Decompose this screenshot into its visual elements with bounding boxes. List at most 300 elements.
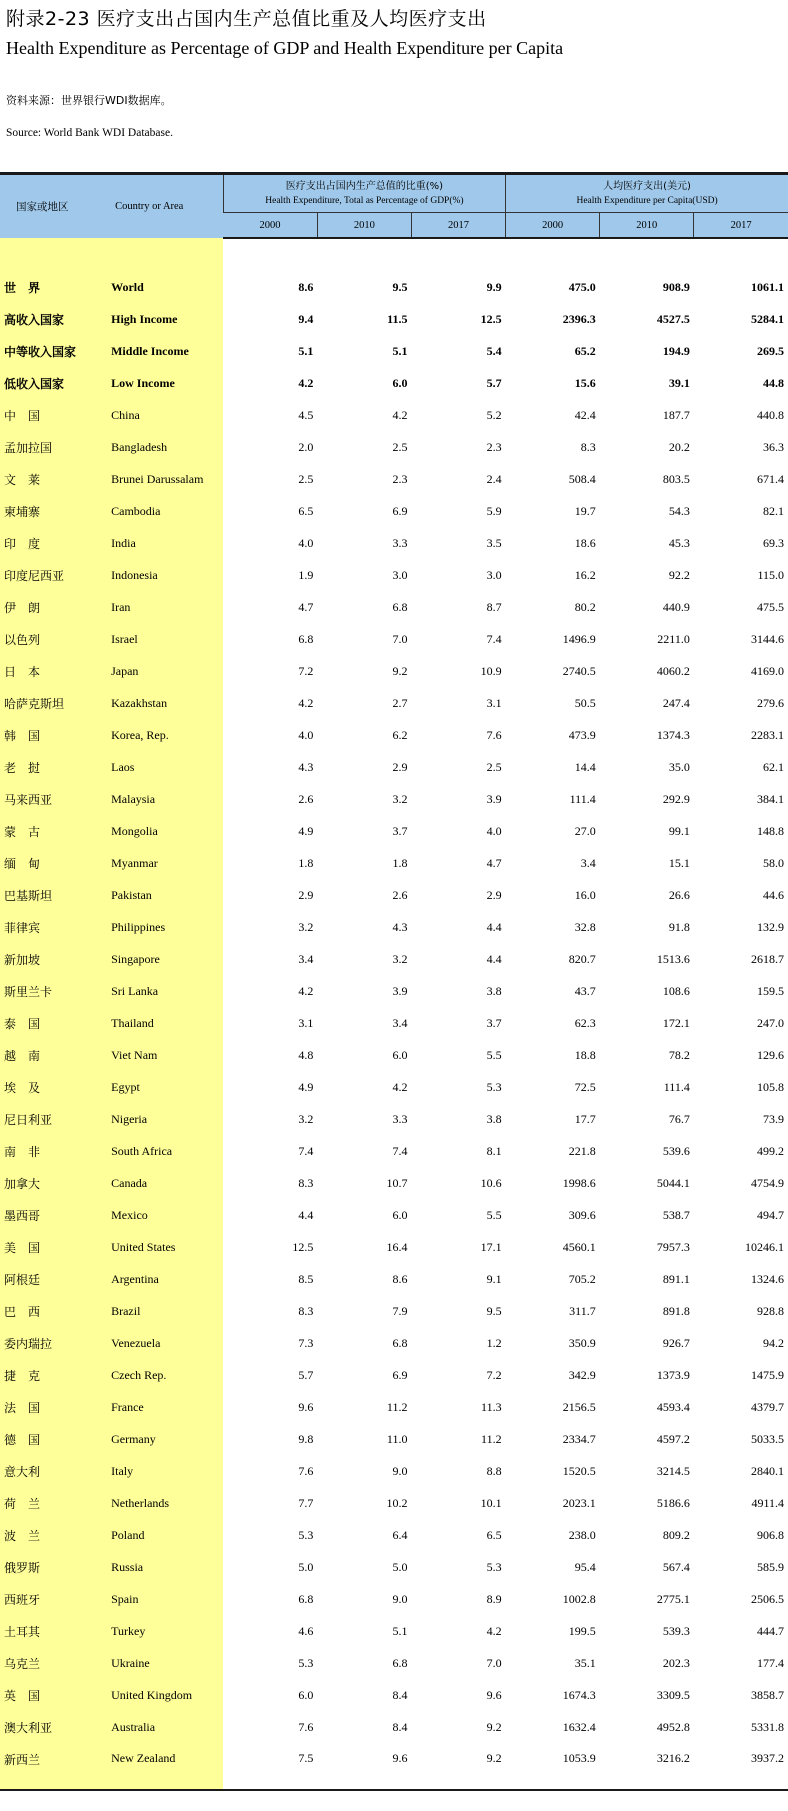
- value-cell: 444.7: [757, 1623, 784, 1638]
- value-cell: 4.2: [392, 1079, 408, 1094]
- table-body: [0, 238, 788, 1790]
- table-row: [0, 1487, 788, 1519]
- value-cell: 54.3: [668, 503, 690, 518]
- value-cell: 7.6: [486, 727, 502, 742]
- value-cell: 440.9: [662, 599, 690, 614]
- table-row: [0, 1039, 788, 1071]
- value-cell: 4.0: [486, 823, 502, 838]
- value-cell: 3.0: [486, 567, 502, 582]
- value-cell: 1.9: [298, 567, 314, 582]
- table-row: [0, 911, 788, 943]
- table-row: [0, 1167, 788, 1199]
- value-cell: 111.4: [663, 1079, 690, 1094]
- value-cell: 20.2: [668, 439, 690, 454]
- value-cell: 567.4: [662, 1559, 690, 1574]
- value-cell: 1324.6: [751, 1271, 784, 1286]
- table-row: [0, 943, 788, 975]
- table-row: [0, 1327, 788, 1359]
- value-cell: 494.7: [757, 1207, 784, 1222]
- value-cell: 3.3: [392, 535, 408, 550]
- value-cell: 6.0: [392, 1047, 408, 1062]
- table-row: [0, 431, 788, 463]
- value-cell: 5.3: [486, 1559, 502, 1574]
- country-name-cn: 意大利: [0, 1455, 95, 1487]
- value-cell: 8.1: [486, 1143, 502, 1158]
- value-cell: 202.3: [662, 1655, 690, 1670]
- value-cell: 92.2: [668, 567, 690, 582]
- country-name-en: Korea, Rep.: [95, 719, 223, 751]
- value-cell: 78.2: [668, 1047, 690, 1062]
- country-name-en: Turkey: [95, 1615, 223, 1647]
- value-cell: 4911.4: [751, 1495, 784, 1510]
- value-cell: 891.1: [662, 1271, 690, 1286]
- value-cell: 6.8: [392, 1335, 408, 1350]
- value-cell: 1513.6: [656, 951, 690, 966]
- country-name-en: Brazil: [95, 1295, 223, 1327]
- value-cell: 2.9: [392, 759, 408, 774]
- header-country-cn: 国家或地区: [0, 174, 95, 239]
- value-cell: 2.5: [392, 439, 408, 454]
- value-cell: 1373.9: [656, 1367, 690, 1382]
- value-cell: 475.5: [757, 599, 784, 614]
- header-group-per-capita: [506, 174, 788, 213]
- value-cell: 1374.3: [656, 727, 690, 742]
- value-cell: 8.8: [486, 1463, 502, 1478]
- value-cell: 8.3: [298, 1175, 314, 1190]
- value-cell: 6.2: [392, 727, 408, 742]
- value-cell: 9.6: [298, 1399, 314, 1414]
- value-cell: 279.6: [757, 695, 784, 710]
- country-name-en: Myanmar: [95, 847, 223, 879]
- value-cell: 10.1: [480, 1495, 502, 1510]
- country-name-en: United Kingdom: [95, 1679, 223, 1711]
- value-cell: 1496.9: [562, 631, 596, 646]
- table-row: [0, 495, 788, 527]
- value-cell: 8.4: [392, 1719, 408, 1734]
- value-cell: 269.5: [757, 343, 784, 358]
- value-cell: 4.5: [298, 407, 314, 422]
- value-cell: 9.5: [486, 1303, 502, 1318]
- country-name-cn: 越 南: [0, 1039, 95, 1071]
- value-cell: 247.4: [662, 695, 690, 710]
- country-name-en: Israel: [95, 623, 223, 655]
- country-name-cn: 中等收入国家: [0, 335, 95, 367]
- table-row: [0, 879, 788, 911]
- value-cell: 6.0: [392, 375, 408, 390]
- value-cell: 7.3: [298, 1335, 314, 1350]
- country-name-cn: 斯里兰卡: [0, 975, 95, 1007]
- value-cell: 95.4: [574, 1559, 596, 1574]
- country-name-cn: 捷 克: [0, 1359, 95, 1391]
- table-row: [0, 815, 788, 847]
- value-cell: 350.9: [568, 1335, 596, 1350]
- value-cell: 3.8: [486, 983, 502, 998]
- country-name-en: South Africa: [95, 1135, 223, 1167]
- value-cell: 4.7: [298, 599, 314, 614]
- country-name-en: Ukraine: [95, 1647, 223, 1679]
- table-row: [0, 687, 788, 719]
- value-cell: 2211.0: [657, 631, 690, 646]
- value-cell: 7.2: [298, 663, 314, 678]
- header-year: 2000: [506, 213, 600, 239]
- table-row: [0, 1743, 788, 1790]
- value-cell: 4.0: [298, 727, 314, 742]
- value-cell: 6.4: [392, 1527, 408, 1542]
- value-cell: 539.3: [662, 1623, 690, 1638]
- value-cell: 7957.3: [656, 1239, 690, 1254]
- country-name-en: Pakistan: [95, 879, 223, 911]
- value-cell: 10.9: [480, 663, 502, 678]
- value-cell: 65.2: [574, 343, 596, 358]
- value-cell: 172.1: [662, 1015, 690, 1030]
- value-cell: 7.7: [298, 1495, 314, 1510]
- value-cell: 94.2: [763, 1335, 784, 1350]
- table-row: [0, 1263, 788, 1295]
- country-name-en: Nigeria: [95, 1103, 223, 1135]
- country-name-en: Russia: [95, 1551, 223, 1583]
- value-cell: 16.4: [386, 1239, 408, 1254]
- header-country-en: Country or Area: [95, 174, 223, 239]
- country-name-en: Cambodia: [95, 495, 223, 527]
- value-cell: 7.0: [486, 1655, 502, 1670]
- country-name-cn: 柬埔寨: [0, 495, 95, 527]
- source-note-cn: 资料来源：世界银行WDI数据库。: [6, 94, 172, 107]
- value-cell: 475.0: [568, 279, 596, 294]
- value-cell: 5.0: [298, 1559, 314, 1574]
- country-name-cn: 埃 及: [0, 1071, 95, 1103]
- value-cell: 1.8: [392, 855, 408, 870]
- value-cell: 3.2: [298, 919, 314, 934]
- country-name-en: Malaysia: [95, 783, 223, 815]
- value-cell: 2.5: [486, 759, 502, 774]
- value-cell: 7.6: [298, 1463, 314, 1478]
- value-cell: 3937.2: [694, 1743, 788, 1790]
- data-table: [0, 172, 788, 1791]
- value-cell: 2840.1: [751, 1463, 784, 1478]
- value-cell: 5.5: [486, 1047, 502, 1062]
- value-cell: 91.8: [668, 919, 690, 934]
- value-cell: 809.2: [662, 1527, 690, 1542]
- table-row: [0, 975, 788, 1007]
- value-cell: 10246.1: [745, 1239, 784, 1254]
- country-name-en: Germany: [95, 1423, 223, 1455]
- value-cell: 4060.2: [656, 663, 690, 678]
- value-cell: 820.7: [568, 951, 596, 966]
- value-cell: 82.1: [763, 503, 784, 518]
- country-name-en: Japan: [95, 655, 223, 687]
- country-name-cn: 老 挝: [0, 751, 95, 783]
- table-row: [0, 783, 788, 815]
- country-name-cn: 波 兰: [0, 1519, 95, 1551]
- source-note-en: Source: World Bank WDI Database.: [6, 127, 173, 139]
- value-cell: 17.1: [480, 1239, 502, 1254]
- header-group-gdp-share-cn: 医疗支出占国内生产总值的比重(%): [285, 180, 444, 192]
- country-name-en: Spain: [95, 1583, 223, 1615]
- value-cell: 928.8: [757, 1303, 784, 1318]
- value-cell: 3.7: [486, 1015, 502, 1030]
- country-name-cn: 南 非: [0, 1135, 95, 1167]
- value-cell: 3.5: [486, 535, 502, 550]
- country-name-cn: 尼日利亚: [0, 1103, 95, 1135]
- value-cell: 5.1: [392, 1623, 408, 1638]
- value-cell: 247.0: [757, 1015, 784, 1030]
- country-name-cn: 哈萨克斯坦: [0, 687, 95, 719]
- country-name-en: World: [95, 271, 223, 303]
- value-cell: 62.1: [763, 759, 784, 774]
- value-cell: 2.9: [486, 887, 502, 902]
- table-row: [0, 1359, 788, 1391]
- value-cell: 8.7: [486, 599, 502, 614]
- value-cell: 7.5: [223, 1743, 317, 1790]
- value-cell: 3.9: [486, 791, 502, 806]
- value-cell: 1475.9: [751, 1367, 784, 1382]
- country-name-en: Thailand: [95, 1007, 223, 1039]
- value-cell: 9.4: [298, 311, 314, 326]
- value-cell: 35.0: [668, 759, 690, 774]
- value-cell: 6.9: [392, 1367, 408, 1382]
- value-cell: 4169.0: [751, 663, 784, 678]
- value-cell: 3.4: [298, 951, 314, 966]
- value-cell: 908.9: [662, 279, 690, 294]
- country-name-en: Kazakhstan: [95, 687, 223, 719]
- value-cell: 5.7: [486, 375, 502, 390]
- value-cell: 4.3: [392, 919, 408, 934]
- country-name-cn: 韩 国: [0, 719, 95, 751]
- value-cell: 2396.3: [562, 311, 596, 326]
- country-name-en: Australia: [95, 1711, 223, 1743]
- value-cell: 14.4: [574, 759, 596, 774]
- country-name-cn: 乌克兰: [0, 1647, 95, 1679]
- value-cell: 7.4: [298, 1143, 314, 1158]
- country-name-en: Bangladesh: [95, 431, 223, 463]
- value-cell: 2.5: [298, 471, 314, 486]
- value-cell: 5.4: [486, 343, 502, 358]
- value-cell: 39.1: [668, 375, 690, 390]
- value-cell: 5.0: [392, 1559, 408, 1574]
- value-cell: 4.7: [486, 855, 502, 870]
- value-cell: 2023.1: [562, 1495, 596, 1510]
- value-cell: 3.2: [392, 791, 408, 806]
- value-cell: 62.3: [574, 1015, 596, 1030]
- value-cell: 18.8: [574, 1047, 596, 1062]
- table-row: [0, 623, 788, 655]
- value-cell: 10.2: [386, 1495, 408, 1510]
- value-cell: 2.7: [392, 695, 408, 710]
- value-cell: 7.6: [298, 1719, 314, 1734]
- value-cell: 129.6: [757, 1047, 784, 1062]
- header-year: 2017: [411, 213, 505, 239]
- country-name-en: Singapore: [95, 943, 223, 975]
- country-name-en: India: [95, 527, 223, 559]
- table-row: [0, 1551, 788, 1583]
- country-name-cn: 新西兰: [0, 1743, 95, 1790]
- value-cell: 6.8: [392, 1655, 408, 1670]
- page-title-cn: 附录2-23 医疗支出占国内生产总值比重及人均医疗支出: [6, 8, 487, 30]
- table-row: [0, 1295, 788, 1327]
- country-name-cn: 西班牙: [0, 1583, 95, 1615]
- country-name-en: Low Income: [95, 367, 223, 399]
- header-year: 2017: [694, 213, 788, 239]
- table-row: [0, 1231, 788, 1263]
- value-cell: 9.9: [486, 279, 502, 294]
- value-cell: 3.2: [298, 1111, 314, 1126]
- value-cell: 18.6: [574, 535, 596, 550]
- value-cell: 4.6: [298, 1623, 314, 1638]
- value-cell: 4.0: [298, 535, 314, 550]
- value-cell: 2334.7: [562, 1431, 596, 1446]
- value-cell: 15.6: [574, 375, 596, 390]
- country-name-en: Netherlands: [95, 1487, 223, 1519]
- country-name-en: Czech Rep.: [95, 1359, 223, 1391]
- value-cell: 2775.1: [656, 1591, 690, 1606]
- value-cell: 5.3: [298, 1655, 314, 1670]
- country-name-en: Middle Income: [95, 335, 223, 367]
- value-cell: 221.8: [568, 1143, 596, 1158]
- value-cell: 5044.1: [656, 1175, 690, 1190]
- value-cell: 1061.1: [751, 279, 784, 294]
- country-name-cn: 日 本: [0, 655, 95, 687]
- value-cell: 2.4: [486, 471, 502, 486]
- value-cell: 585.9: [757, 1559, 784, 1574]
- header-group-per-capita-cn: 人均医疗支出(美元): [603, 180, 691, 192]
- table-row: [0, 655, 788, 687]
- value-cell: 4.8: [298, 1047, 314, 1062]
- value-cell: 4.2: [392, 407, 408, 422]
- country-name-cn: 泰 国: [0, 1007, 95, 1039]
- value-cell: 12.5: [292, 1239, 314, 1254]
- country-name-cn: 中 国: [0, 399, 95, 431]
- value-cell: 8.9: [486, 1591, 502, 1606]
- value-cell: 3.3: [392, 1111, 408, 1126]
- country-name-en: Canada: [95, 1167, 223, 1199]
- value-cell: 4527.5: [656, 311, 690, 326]
- country-name-cn: 俄罗斯: [0, 1551, 95, 1583]
- value-cell: 906.8: [757, 1527, 784, 1542]
- value-cell: 9.0: [392, 1591, 408, 1606]
- value-cell: 539.6: [662, 1143, 690, 1158]
- value-cell: 194.9: [662, 343, 690, 358]
- value-cell: 4.2: [298, 375, 314, 390]
- value-cell: 2740.5: [562, 663, 596, 678]
- value-cell: 3.2: [392, 951, 408, 966]
- value-cell: 4593.4: [656, 1399, 690, 1414]
- value-cell: 538.7: [662, 1207, 690, 1222]
- value-cell: 76.7: [668, 1111, 690, 1126]
- country-name-cn: 墨西哥: [0, 1199, 95, 1231]
- country-name-en: Egypt: [95, 1071, 223, 1103]
- value-cell: 9.6: [317, 1743, 411, 1790]
- table-row: [0, 271, 788, 303]
- value-cell: 11.3: [481, 1399, 502, 1414]
- value-cell: 11.5: [387, 311, 408, 326]
- header-group-per-capita-en: Health Expenditure per Capita(USD): [576, 195, 718, 206]
- country-name-cn: 蒙 古: [0, 815, 95, 847]
- value-cell: 1520.5: [562, 1463, 596, 1478]
- value-cell: 9.8: [298, 1431, 314, 1446]
- value-cell: 2.9: [298, 887, 314, 902]
- value-cell: 6.8: [298, 1591, 314, 1606]
- value-cell: 2156.5: [562, 1399, 596, 1414]
- country-name-cn: 阿根廷: [0, 1263, 95, 1295]
- country-name-en: Philippines: [95, 911, 223, 943]
- value-cell: 27.0: [574, 823, 596, 838]
- value-cell: 2.6: [392, 887, 408, 902]
- value-cell: 1674.3: [562, 1687, 596, 1702]
- value-cell: 11.2: [386, 1399, 408, 1414]
- value-cell: 342.9: [568, 1367, 596, 1382]
- table-row: [0, 1423, 788, 1455]
- country-name-cn: 巴 西: [0, 1295, 95, 1327]
- value-cell: 3.1: [486, 695, 502, 710]
- country-name-en: Iran: [95, 591, 223, 623]
- value-cell: 73.9: [763, 1111, 784, 1126]
- spacer-row: [0, 238, 788, 271]
- country-name-cn: 土耳其: [0, 1615, 95, 1647]
- value-cell: 187.7: [662, 407, 690, 422]
- country-name-en: China: [95, 399, 223, 431]
- table-row: [0, 559, 788, 591]
- value-cell: 36.3: [763, 439, 784, 454]
- header-year: 2010: [600, 213, 694, 239]
- value-cell: 148.8: [757, 823, 784, 838]
- value-cell: 4.9: [298, 1079, 314, 1094]
- value-cell: 6.8: [392, 599, 408, 614]
- country-name-en: Mexico: [95, 1199, 223, 1231]
- table-row: [0, 1007, 788, 1039]
- value-cell: 45.3: [668, 535, 690, 550]
- value-cell: 311.7: [569, 1303, 596, 1318]
- value-cell: 16.0: [574, 887, 596, 902]
- value-cell: 58.0: [763, 855, 784, 870]
- country-name-cn: 马来西亚: [0, 783, 95, 815]
- header-group-gdp-share-en: Health Expenditure, Total as Percentage of GDP(%): [265, 195, 464, 206]
- table-row: [0, 1679, 788, 1711]
- value-cell: 4.3: [298, 759, 314, 774]
- value-cell: 4.4: [486, 951, 502, 966]
- value-cell: 3214.5: [656, 1463, 690, 1478]
- table-row: [0, 751, 788, 783]
- value-cell: 99.1: [668, 823, 690, 838]
- value-cell: 17.7: [574, 1111, 596, 1126]
- table-row: [0, 399, 788, 431]
- country-name-en: Viet Nam: [95, 1039, 223, 1071]
- value-cell: 1.2: [486, 1335, 502, 1350]
- value-cell: 7.0: [392, 631, 408, 646]
- value-cell: 35.1: [574, 1655, 596, 1670]
- value-cell: 26.6: [668, 887, 690, 902]
- value-cell: 803.5: [662, 471, 690, 486]
- value-cell: 2618.7: [751, 951, 784, 966]
- country-name-en: Brunei Darussalam: [95, 463, 223, 495]
- value-cell: 6.5: [298, 503, 314, 518]
- value-cell: 309.6: [568, 1207, 596, 1222]
- value-cell: 3.7: [392, 823, 408, 838]
- country-name-cn: 文 莱: [0, 463, 95, 495]
- value-cell: 5.9: [486, 503, 502, 518]
- value-cell: 705.2: [568, 1271, 596, 1286]
- table-row: [0, 847, 788, 879]
- table-row: [0, 1455, 788, 1487]
- value-cell: 4.2: [298, 695, 314, 710]
- value-cell: 7.4: [392, 1143, 408, 1158]
- value-cell: 1.8: [298, 855, 314, 870]
- country-name-en: Sri Lanka: [95, 975, 223, 1007]
- value-cell: 199.5: [568, 1623, 596, 1638]
- value-cell: 6.8: [298, 631, 314, 646]
- value-cell: 3.4: [580, 855, 596, 870]
- value-cell: 6.9: [392, 503, 408, 518]
- value-cell: 5.1: [298, 343, 314, 358]
